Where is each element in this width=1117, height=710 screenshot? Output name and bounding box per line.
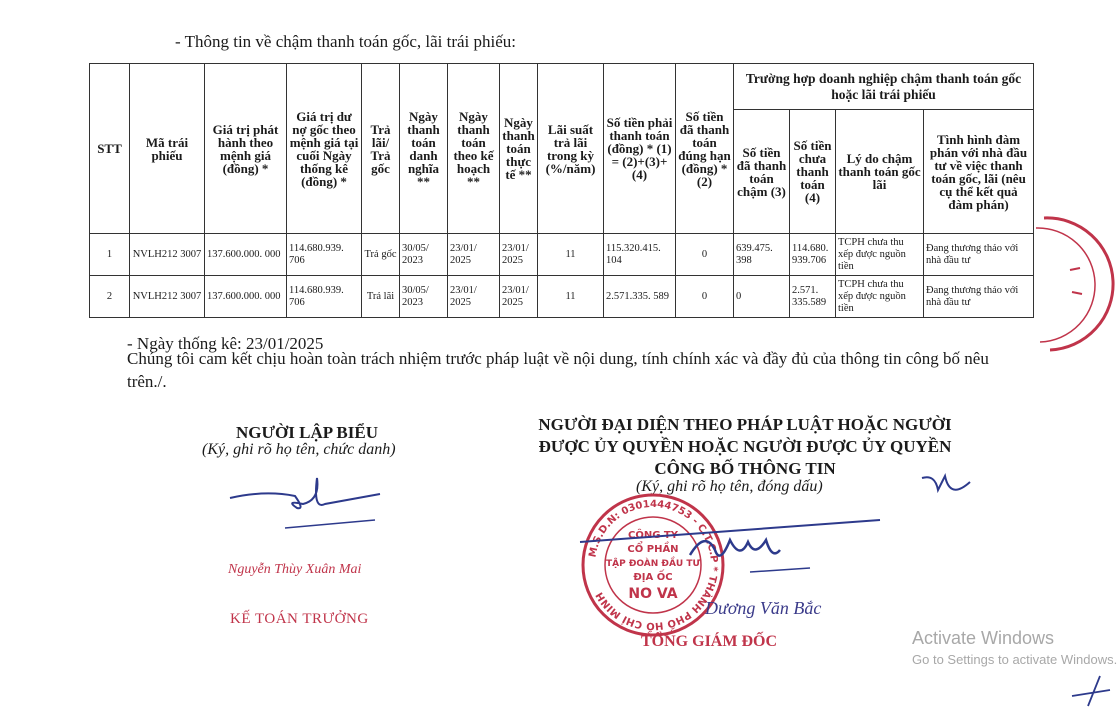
header-reason: Lý do chậm thanh toán gốc lãi [836, 110, 924, 234]
header-due-date: Ngày thanh toán danh nghĩa ** [400, 64, 448, 234]
cell-paid-on-time: 0 [676, 276, 734, 318]
header-actual-date: Ngày thanh toán thực tế ** [500, 64, 538, 234]
preparer-note: (Ký, ghi rõ họ tên, chức danh) [202, 441, 396, 458]
cell-outstanding: 114.680.939. 706 [287, 276, 362, 318]
seal-line-3: TẬP ĐOÀN ĐẦU TƯ [605, 559, 701, 569]
cell-code: NVLH212 3007 [130, 234, 205, 276]
seal-ring-text: M.S.D.N: 0301444753 - C.T.C.P * THÀNH PHỐ HỒ CHÍ MINH [587, 498, 720, 632]
statistics-date: - Ngày thống kê: 23/01/2025 [127, 334, 324, 353]
cell-amount-due: 115.320.415. 104 [604, 234, 676, 276]
table-row [90, 276, 1034, 318]
representative-signature-icon [580, 510, 900, 590]
representative-note: (Ký, ghi rõ họ tên, đóng dấu) [636, 478, 823, 495]
cell-plan-date: 23/01/ 2025 [448, 276, 500, 318]
header-outstanding: Giá trị dư nợ gốc theo mệnh giá tại cuối Ngày thống kê (đồng) * [287, 64, 362, 234]
header-code: Mã trái phiếu [130, 64, 205, 234]
commitment-statement: Chúng tôi cam kết chịu hoàn toàn trách nhiệm trước pháp luật về nội dung, tính chính xác và đầy đủ của thông tin công bố nêu trên./. [127, 349, 989, 391]
representative-role: TỔNG GIÁM ĐỐC [641, 633, 777, 650]
header-paid-on-time: Số tiền đã thanh toán đúng hạn (đồng) * (2) [676, 64, 734, 234]
seal-line-2: CỔ PHẦN [627, 544, 679, 555]
header-par-value: Giá trị phát hành theo mệnh giá (đồng) * [205, 64, 287, 234]
cell-stt: 1 [90, 234, 130, 276]
activate-windows-title: Activate Windows [912, 628, 1055, 648]
table-row [90, 234, 1034, 276]
cell-actual-date: 23/01/ 2025 [500, 234, 538, 276]
cell-code: NVLH212 3007 [130, 276, 205, 318]
seal-line-5: NO VA [628, 586, 678, 602]
cell-rate: 11 [538, 234, 604, 276]
header-unpaid: Số tiền chưa thanh toán (4) [790, 110, 836, 234]
header-stt: STT [90, 64, 130, 234]
cell-stt: 2 [90, 276, 130, 318]
representative-title: NGƯỜI ĐẠI DIỆN THEO PHÁP LUẬT HOẶC NGƯỜI ĐƯỢC ỦY QUYỀN HOẶC NGƯỜI ĐƯỢC ỦY QUYỀN CÔNG BỐ THÔNG TIN [538, 415, 952, 478]
cell-unpaid: 114.680. 939.706 [790, 234, 836, 276]
cell-outstanding: 114.680.939. 706 [287, 234, 362, 276]
cell-actual-date: 23/01/ 2025 [500, 276, 538, 318]
cell-par-value: 137.600.000. 000 [205, 234, 287, 276]
cell-paid-late: 639.475. 398 [734, 234, 790, 276]
cell-rate: 11 [538, 276, 604, 318]
partial-seal-stamp-icon [1030, 210, 1117, 360]
seal-line-1: CÔNG TY [628, 530, 678, 541]
header-type: Trả lãi/ Trả gốc [362, 64, 400, 234]
representative-name: Dương Văn Bắc [705, 598, 822, 618]
cell-reason: TCPH chưa thu xếp được nguồn tiền [836, 234, 924, 276]
cell-amount-due: 2.571.335. 589 [604, 276, 676, 318]
bond-payment-table [89, 63, 1034, 318]
preparer-name: Nguyễn Thùy Xuân Mai [228, 562, 362, 577]
preparer-signature-icon [225, 470, 385, 540]
header-group-late-payment: Trường hợp doanh nghiệp chậm thanh toán gốc hoặc lãi trái phiếu [734, 64, 1034, 110]
preparer-title: NGƯỜI LẬP BIỂU [236, 423, 379, 442]
section-heading: - Thông tin về chậm thanh toán gốc, lãi trái phiếu: [175, 32, 517, 51]
header-amount-due: Số tiền phải thanh toán (đồng) * (1) = (2)+(3)+(4) [604, 64, 676, 234]
cell-type: Trả gốc [362, 234, 400, 276]
cell-due-date: 30/05/ 2023 [400, 276, 448, 318]
cell-paid-on-time: 0 [676, 234, 734, 276]
initial-mark-icon [920, 470, 980, 510]
cell-par-value: 137.600.000. 000 [205, 276, 287, 318]
header-plan-date: Ngày thanh toán theo kế hoạch ** [448, 64, 500, 234]
cell-negotiation: Đang thương thảo với nhà đầu tư [924, 276, 1034, 318]
cell-reason: TCPH chưa thu xếp được nguồn tiền [836, 276, 924, 318]
header-paid-late: Số tiền đã thanh toán chậm (3) [734, 110, 790, 234]
cell-negotiation: Đang thương thảo với nhà đầu tư [924, 234, 1034, 276]
cell-paid-late: 0 [734, 276, 790, 318]
preparer-role: KẾ TOÁN TRƯỞNG [230, 611, 369, 627]
header-negotiation: Tình hình đàm phán với nhà đầu tư về việc thanh toán gốc, lãi (nêu cụ thể kết quả đàm phán) [924, 110, 1034, 234]
activate-windows-subtitle: Go to Settings to activate Windows. [912, 652, 1117, 667]
seal-line-4: ĐỊA ỐC [633, 572, 673, 583]
cell-unpaid: 2.571. 335.589 [790, 276, 836, 318]
cell-due-date: 30/05/ 2023 [400, 234, 448, 276]
corner-mark-icon [1070, 672, 1115, 710]
cell-type: Trả lãi [362, 276, 400, 318]
cell-plan-date: 23/01/ 2025 [448, 234, 500, 276]
header-rate: Lãi suất trả lãi trong kỳ (%/năm) [538, 64, 604, 234]
